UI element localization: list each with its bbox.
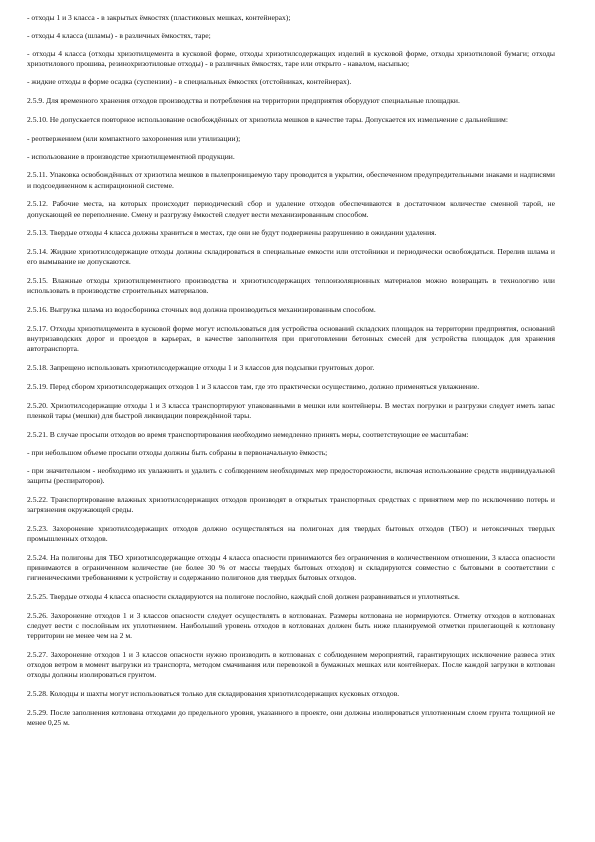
clause-2-5-10: 2.5.10. Не допускается повторное использование освобождённых от хризотила мешков в качестве тары. Допускается их измельчение с дальнейшим: (27, 114, 508, 124)
list-item: - отходы 4 класса (отходы хризотилцемента в кусковой форме, отходы хризотилсодержащих изделий в кусковой форме, отходы хризотиловой бумаги; отходы хризотилового прошива, резинохризотиловые отходы) - в различных ёмкостях, таре или открыто - навалом, насыпью; (27, 49, 555, 69)
list-item: - отходы 1 и 3 класса - в закрытых ёмкостях (пластиковых мешках, контейнерах); (27, 13, 291, 22)
clause-2-5-18: 2.5.18. Запрещено использовать хризотилсодержащие отходы 1 и 3 классов для подсыпки грунтовых дорог. (27, 363, 375, 373)
list-item: - реотвержением (или компактного захоронения или утилизации); (27, 133, 241, 143)
clause-2-5-16: 2.5.16. Выгрузка шлама из водосборника сточных вод должна производиться механизированным способом. (27, 305, 376, 315)
clause-2-5-19: 2.5.19. Перед сбором хризотилсодержащих отходов 1 и 3 классов там, где это практически осуществимо, должно применяться увлажнение. (27, 381, 480, 391)
clause-2-5-12: 2.5.12. Рабочие места, на которых происходит периодический сбор и удаление отходов обеспечиваются в достаточном количестве сменной тарой, не допускающей ее переполнение. Смену и разгрузку ёмкостей следует вести механизированным способом. (27, 199, 555, 219)
clause-2-5-23: 2.5.23. Захоронение хризотилсодержащих отходов должно осуществляться на полигонах для твердых бытовых отходов (ТБО) и нетоксичных твердых промышленных отходов. (27, 523, 555, 543)
list-item: - при значительном - необходимо их увлажнить и удалить с соблюдением необходимых мер предосторожности, включая использование средств индивидуальной защиты (респираторов). (27, 465, 555, 485)
clause-2-5-11: 2.5.11. Упаковка освобождённых от хризотила мешков в пылепроницаемую тару проводится в укрытии, обеспеченном предупредительными знаками и надписями и подсоединенном к аспирационной системе. (27, 170, 555, 190)
clause-2-5-14: 2.5.14. Жидкие хризотилсодержащие отходы должны складироваться в специальные емкости или отстойники и периодически освобождаться. Перелив шлама и его вымывание не допускаются. (27, 247, 555, 267)
clause-2-5-25: 2.5.25. Твердые отходы 4 класса опасности складируются на полигоне послойно, каждый слой должен разравниваться и уплотняться. (27, 591, 460, 601)
clause-2-5-22: 2.5.22. Транспортирование влажных хризотилсодержащих отходов производят в открытых транспортных средствах с принятием мер по исключению потерь и загрязнения окружающей среды. (27, 494, 555, 514)
clause-2-5-24: 2.5.24. На полигоны для ТБО хризотилсодержащие отходы 4 класса опасности принимаются без ограничения в количественном отношении, 3 класса опасности принимаются в ограниченном количестве (не более 30 % от массы твердых бытовых отходов) и складируются совместно с бытовыми в соответствии с гигиеническими требованиями к устройству и содержанию полигонов для твердых бытовых отходов. (27, 552, 555, 583)
clause-2-5-15: 2.5.15. Влажные отходы хризотилцементного производства и хризотилсодержащих теплоизоляционных материалов можно возвращать в технологию или использовать в производстве строительных материалов. (27, 276, 555, 296)
list-item: - при небольшом объеме просыпи отходы должны быть собраны в первоначальную ёмкость; (27, 447, 328, 457)
clause-2-5-28: 2.5.28. Колодцы и шахты могут использоваться только для складирования хризотилсодержащих кусковых отходов. (27, 689, 400, 699)
clause-2-5-17: 2.5.17. Отходы хризотилцемента в кусковой форме могут использоваться для устройства оснований складских площадок на территории предприятия, оснований внутризаводских дорог и проездов в карьерах, в качестве заполнителя при приготовлении бетонных смесей для устройства площадок для хранения автотранспорта. (27, 323, 555, 354)
clause-2-5-20: 2.5.20. Хризотилсодержащие отходы 1 и 3 класса транспортируют упакованными в мешки или контейнеры. В местах погрузки и разгрузки следует иметь запас пленкой тары (мешки) для быстрой ликвидации повреждённой тары. (27, 400, 555, 420)
list-item: - отходы 4 класса (шламы) - в различных ёмкостях, таре; (27, 31, 211, 40)
clause-2-5-21: 2.5.21. В случае просыпи отходов во время транспортирования необходимо немедленно принять меры, соответствующие ее масштабам: (27, 429, 469, 439)
clause-2-5-27: 2.5.27. Захоронение отходов 1 и 3 классов опасности нужно производить в котлованах с соблюдением мероприятий, гарантирующих исключение развеса этих отходов ветром в момент выгрузки из транспорта, методом смачивания или перевозкой в бумажных мешках или контейнерах. После каждой загрузки в котлован отходы должны изолироваться грунтом. (27, 649, 555, 680)
clause-2-5-29: 2.5.29. После заполнения котлована отходами до предельного уровня, указанного в проекте, они должны изолироваться уплотненным слоем грунта толщиной не менее 0,25 м. (27, 707, 555, 728)
clause-2-5-9: 2.5.9. Для временного хранения отходов производства и потребления на территории предприятия оборудуют специальные площадки. (27, 96, 460, 105)
clause-2-5-26: 2.5.26. Захоронение отходов 1 и 3 классов опасности следует осуществлять в котлованах. Размеры котлована не нормируются. Отметку отходов в котлованах следует вести с послойным их уплотнением. Наибольший уровень отходов в котлованах должен быть ниже планируемой отметки прилегающей к котловану территории не менее чем на 2 м. (27, 610, 555, 641)
list-item: - использование в производстве хризотилцементной продукции. (27, 151, 235, 161)
clause-2-5-13: 2.5.13. Твердые отходы 4 класса должны храниться в местах, где они не будут подвержены разрушению в ожидании удаления. (27, 228, 437, 238)
list-item: - жидкие отходы в форме осадка (суспензии) - в специальных ёмкостях (отстойниках, контейнерах). (27, 77, 352, 87)
